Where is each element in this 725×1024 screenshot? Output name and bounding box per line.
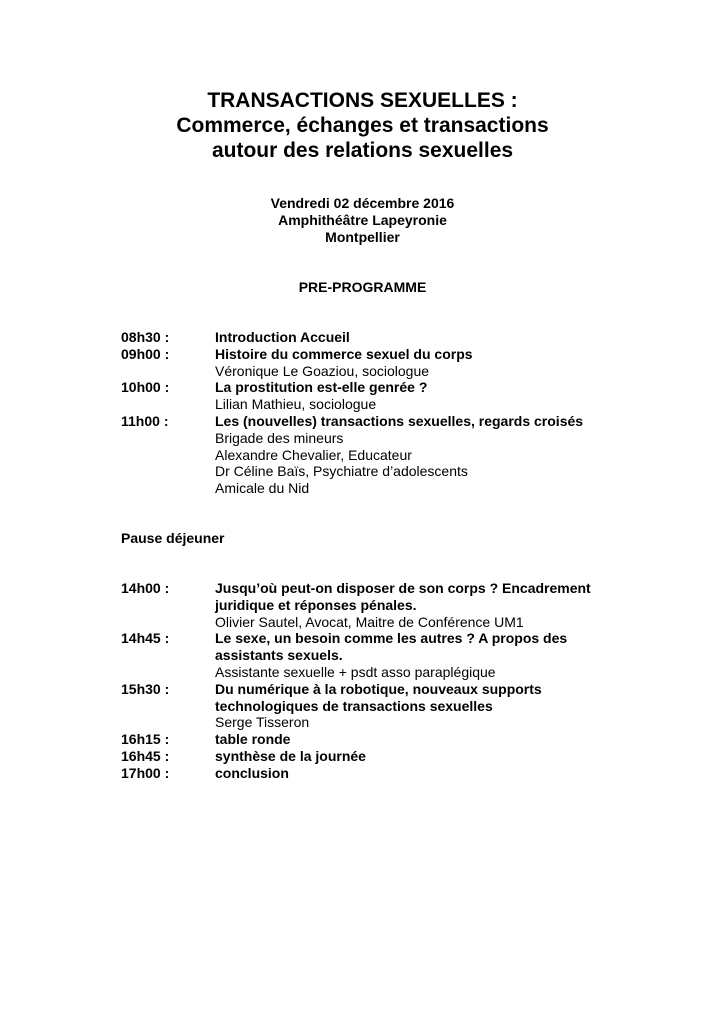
item-time: 14h00 : bbox=[121, 580, 170, 596]
schedule-item bbox=[121, 379, 641, 413]
afternoon-schedule bbox=[121, 580, 641, 782]
event-info bbox=[0, 195, 725, 246]
item-time: 15h30 : bbox=[121, 680, 170, 697]
item-time: 11h00 : bbox=[121, 412, 169, 429]
item-time: 09h00 : bbox=[121, 345, 170, 362]
schedule-item bbox=[121, 329, 641, 346]
schedule-item bbox=[121, 765, 641, 782]
event-venue: Amphithéâtre Lapeyronie bbox=[278, 212, 447, 228]
item-speaker: Serge Tisseron bbox=[215, 714, 310, 731]
item-time: 16h15 : bbox=[121, 731, 170, 748]
morning-schedule bbox=[121, 329, 641, 497]
item-time: 17h00 : bbox=[121, 764, 170, 781]
item-time: 08h30 : bbox=[121, 329, 170, 345]
lunch-break: Pause déjeuner bbox=[121, 530, 225, 546]
item-speaker: Brigade des mineurs bbox=[215, 429, 344, 446]
schedule-item bbox=[121, 748, 641, 765]
item-speaker: Olivier Sautel, Avocat, Maitre de Conférence UM1 bbox=[215, 613, 524, 630]
item-title-continued: juridique et réponses pénales. bbox=[215, 596, 417, 613]
event-city: Montpellier bbox=[325, 229, 400, 245]
schedule-item bbox=[121, 346, 641, 380]
item-title: Histoire du commerce sexuel du corps bbox=[215, 345, 473, 362]
item-speaker: Amicale du Nid bbox=[215, 480, 310, 497]
item-time: 16h45 : bbox=[121, 747, 170, 764]
item-speaker: Dr Céline Baïs, Psychiatre d’adolescents bbox=[215, 463, 468, 480]
item-speaker: Véronique Le Goaziou, sociologue bbox=[215, 362, 430, 379]
item-time: 10h00 : bbox=[121, 379, 170, 396]
item-speaker: Lilian Mathieu, sociologue bbox=[215, 396, 377, 413]
item-speaker: Assistante sexuelle + psdt asso paraplégique bbox=[215, 663, 496, 680]
item-title: Les (nouvelles) transactions sexuelles, regards croisés bbox=[215, 412, 584, 429]
item-title: Du numérique à la robotique, nouveaux supports bbox=[215, 680, 542, 697]
item-speaker: Alexandre Chevalier, Educateur bbox=[215, 446, 412, 463]
schedule-item bbox=[121, 580, 641, 630]
item-title: Introduction Accueil bbox=[215, 329, 350, 345]
event-date: Vendredi 02 décembre 2016 bbox=[270, 195, 455, 211]
title-line-2: Commerce, échanges et transactions bbox=[176, 114, 549, 137]
item-title: Le sexe, un besoin comme les autres ? A propos des bbox=[215, 630, 568, 647]
document-title bbox=[0, 88, 725, 163]
schedule-item bbox=[121, 731, 641, 748]
item-title-continued: assistants sexuels. bbox=[215, 647, 343, 664]
program-heading: PRE-PROGRAMME bbox=[298, 279, 427, 295]
item-title: conclusion bbox=[215, 764, 289, 781]
schedule-item bbox=[121, 630, 641, 680]
item-title: La prostitution est-elle genrée ? bbox=[215, 379, 428, 396]
item-title: synthèse de la journée bbox=[215, 747, 366, 764]
schedule-item bbox=[121, 413, 641, 497]
item-title-continued: technologiques de transactions sexuelles bbox=[215, 697, 493, 714]
title-line-3: autour des relations sexuelles bbox=[211, 139, 514, 162]
item-title: table ronde bbox=[215, 731, 291, 748]
item-title: Jusqu’où peut-on disposer de son corps ? Encadrement bbox=[215, 580, 591, 596]
schedule-item bbox=[121, 681, 641, 731]
item-time: 14h45 : bbox=[121, 630, 170, 647]
title-line-1: TRANSACTIONS SEXUELLES : bbox=[207, 89, 518, 112]
